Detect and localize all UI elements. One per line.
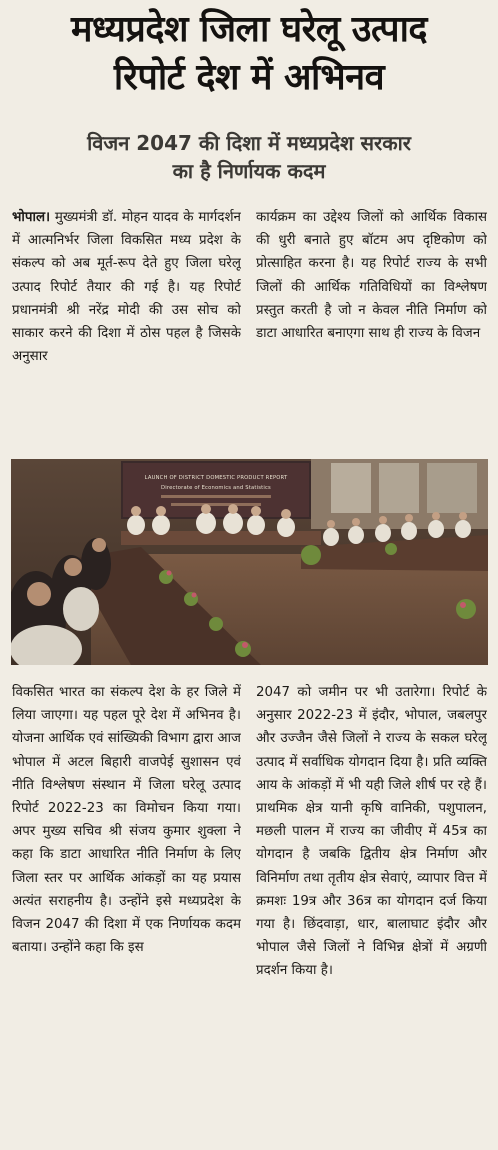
- headline-line-1: मध्यप्रदेश जिला घरेलू उत्पाद: [70, 9, 428, 50]
- headline-line-2: रिपोर्ट देश में अभिनव: [113, 57, 385, 98]
- event-photo: [11, 459, 488, 665]
- article-column-2-top: कार्यक्रम का उद्देश्य जिलों को आर्थिक विकास की धुरी बनाते हुए बॉटम अप दृष्टिकोण को प्रोत्साहित करना है। यह रिपोर्ट राज्य के सभी जिलों की आर्थिक गतिविधियों का विश्लेषण प्रस्तुत करती है जो न केवल नीति निर्माण को डाटा आधारित बनाएगा साथ ही राज्य के विजन: [256, 210, 487, 342]
- column-1-top-text: मुख्यमंत्री डॉ. मोहन यादव के मार्गदर्शन में आत्मनिर्भर जिला विकसित मध्य प्रदेश के संकल्प को अब मूर्त-रूप देते हुए जिला घरेलू उत्पाद रिपोर्ट तैयार की गई है। यह रिपोर्ट प्रधानमंत्री श्री नरेंद्र मोदी की उस सोच को साकार करने की दिशा में ठोस पहल है जिसके अनुसार: [12, 210, 241, 365]
- subheadline-line-2: का है निर्णायक कदम: [172, 159, 326, 183]
- dateline: भोपाल।: [12, 210, 51, 225]
- article-column-1-bottom: विकसित भारत का संकल्प देश के हर जिले में लिया जाएगा। यह पहल पूरे देश में अभिनव है। योजना आर्थिक एवं सांख्यिकी विभाग द्वारा आज भोपाल में अटल बिहारी वाजपेई सुशासन एवं नीति विश्लेषण संस्थान में जिला घरेलू उत्पाद रिपोर्ट 2022-23 का विमोचन किया गया। अपर मुख्य सचिव श्री संजय कुमार शुक्ला ने कहा कि डाटा आधारित नीति निर्माण के लिए जिला स्तर पर आर्थिक आंकड़ों का यह प्रयास अत्यंत सराहनीय है। उन्होंने इसे मध्यप्रदेश के विजन 2047 की दिशा में एक निर्णायक कदम बताया। उन्होंने कहा कि इस: [12, 685, 241, 956]
- article-column-2-bottom: 2047 को जमीन पर भी उतारेगा। रिपोर्ट के अनुसार 2022-23 में इंदौर, भोपाल, जबलपुर और उज्जैन जैसे जिलों ने राज्य के सकल घरेलू उत्पाद में सर्वाधिक योगदान दिया है। प्रति व्यक्ति आय के आंकड़ों में भी यही जिले शीर्ष पर रहे हैं। प्राथमिक क्षेत्र यानी कृषि वानिकी, पशुपालन, मछली पालन में राज्य का जीवीए में 45त्र का योगदान है जबकि द्वितीय क्षेत्र निर्माण और विनिर्माण तथा तृतीय क्षेत्र सेवाएं, व्यापार वित्त में क्रमशः 19त्र और 36त्र का योगदान दर्ज किया गया है। छिंदवाड़ा, धार, बालाघाट इंदौर और भोपाल जैसे जिलों ने विभिन्न क्षेत्रों में अग्रणी प्रदर्शन किया है।: [256, 685, 487, 979]
- banner-text-line-2: Directorate of Economics and Statistics: [161, 485, 271, 491]
- article-column-1-top: [12, 206, 241, 446]
- banner-text-line-1: LAUNCH OF DISTRICT DOMESTIC PRODUCT REPORT: [144, 475, 288, 481]
- subheadline-line-1: विजन 2047 की दिशा में मध्यप्रदेश सरकार: [87, 131, 411, 155]
